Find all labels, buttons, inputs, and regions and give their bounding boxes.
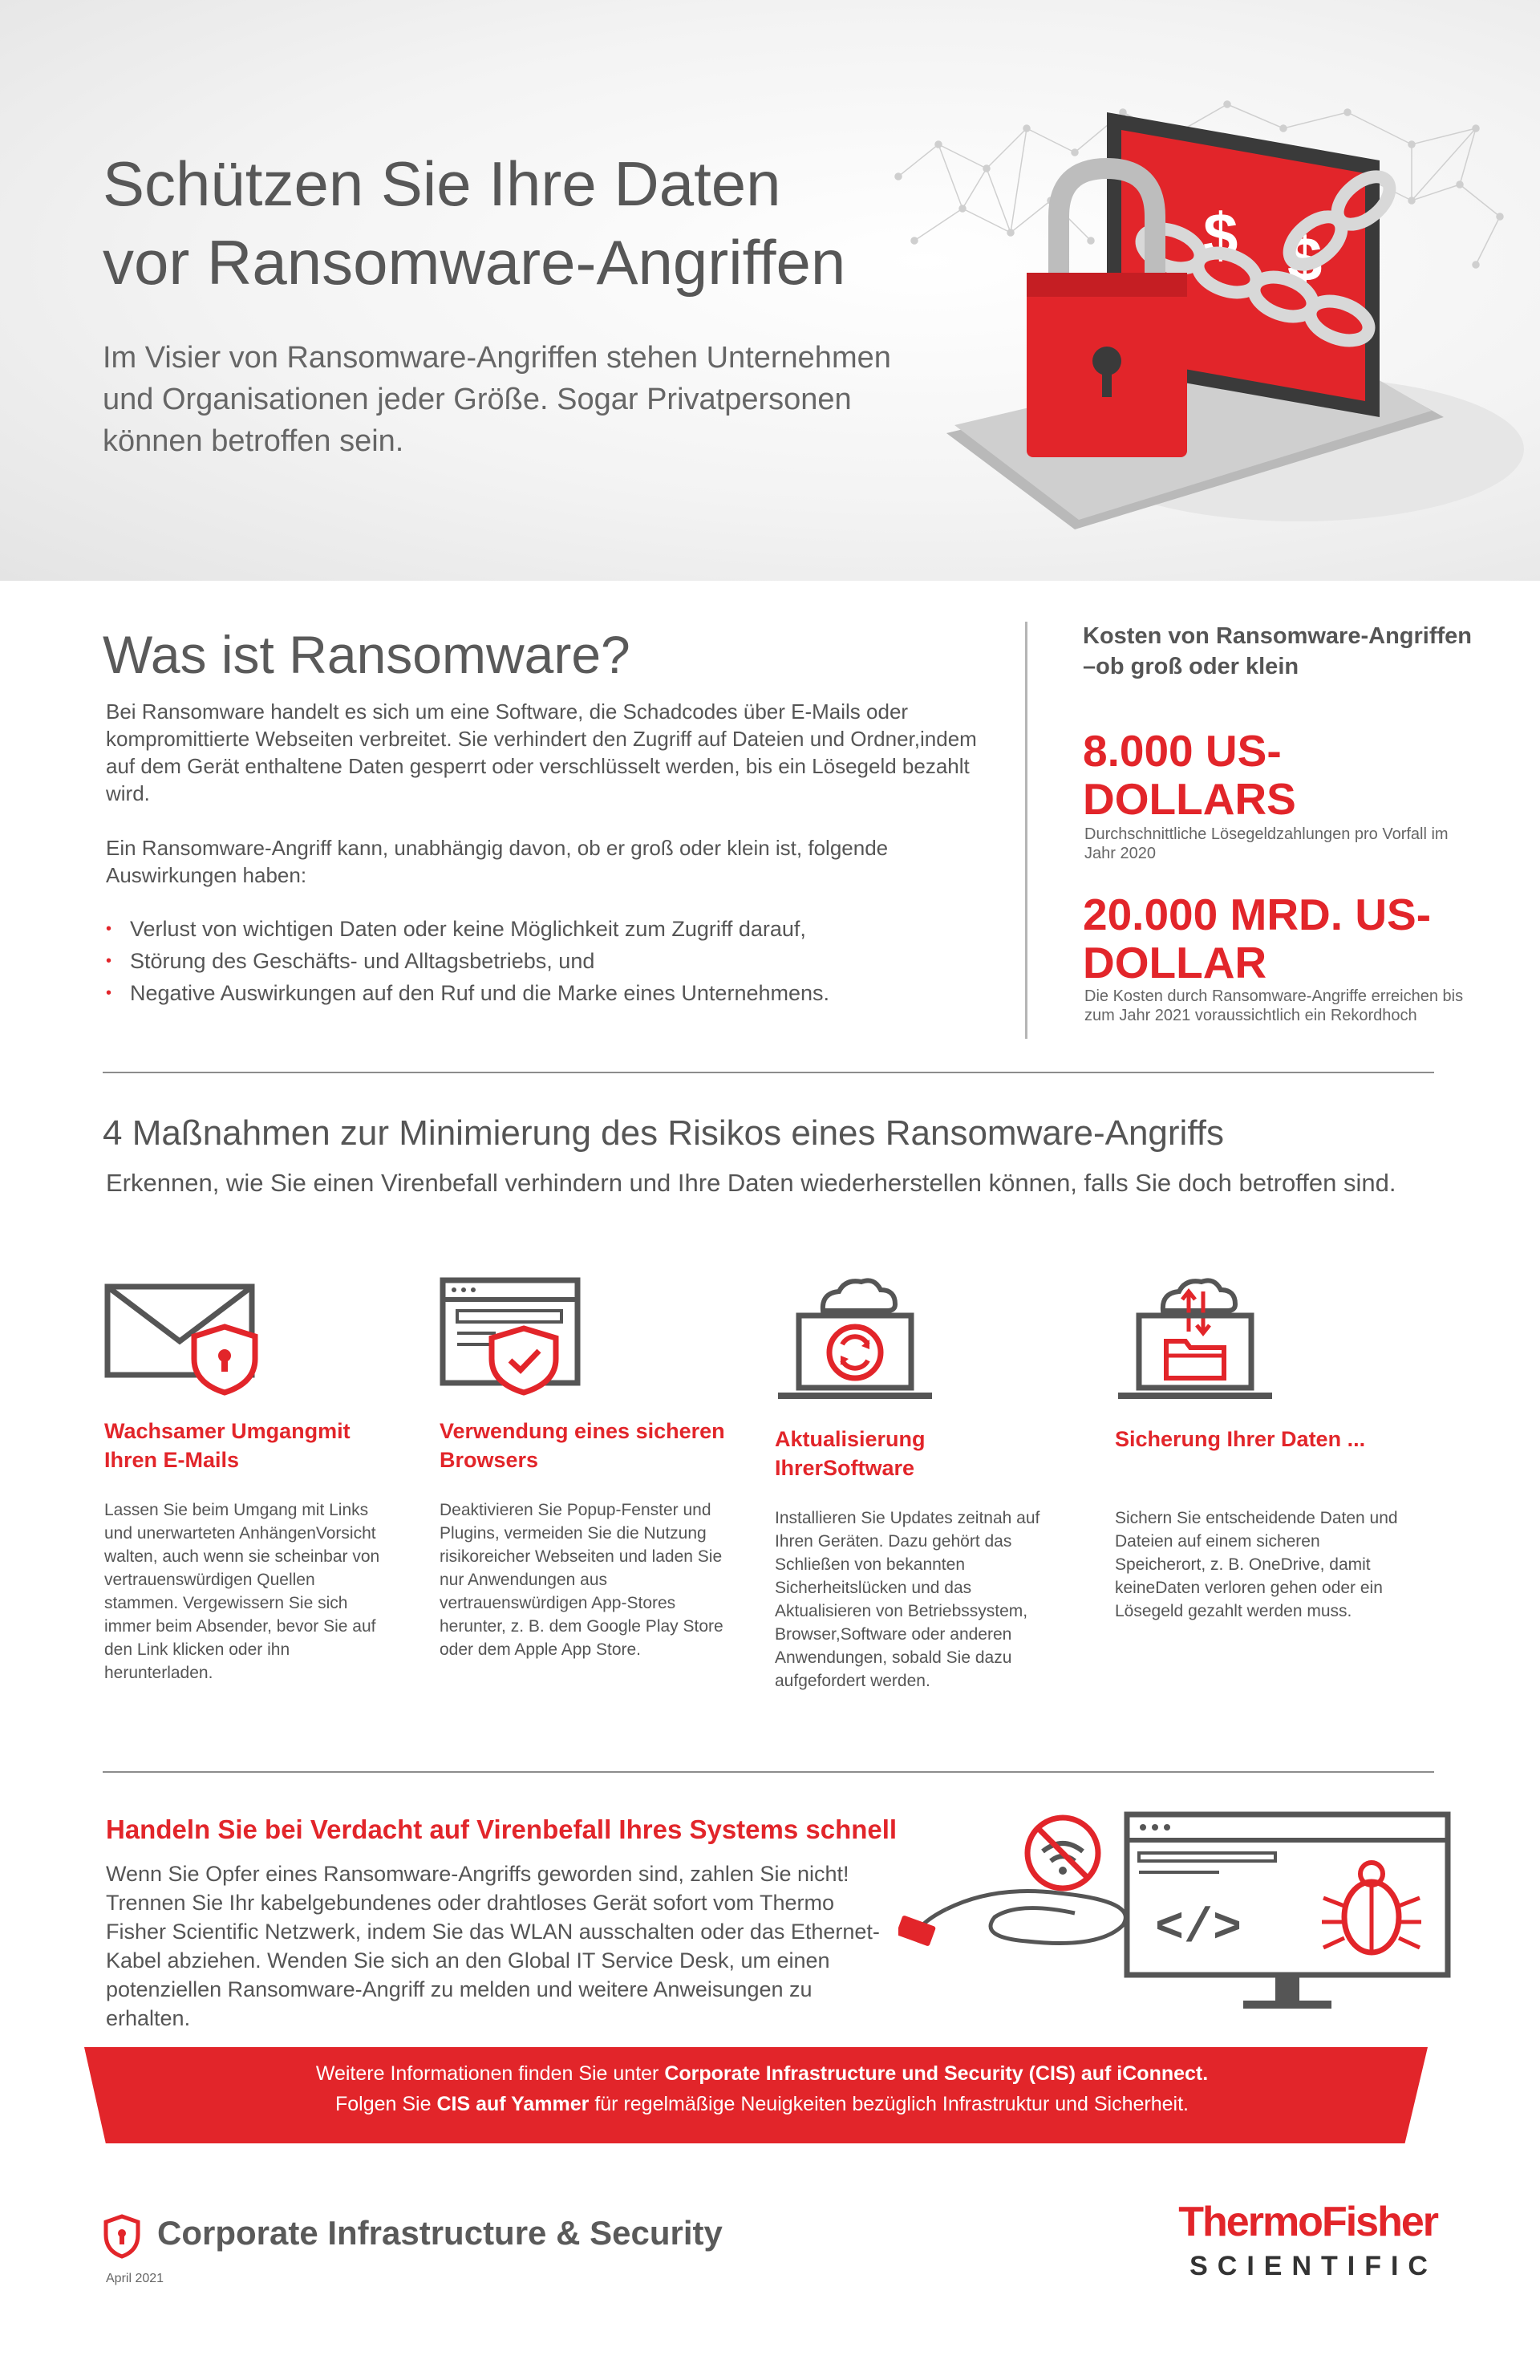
svg-text:$: $ [1203,200,1238,270]
scientific-logo-text: SCIENTIFIC [1189,2251,1437,2281]
act-fast-title: Handeln Sie bei Verdacht auf Virenbefall Ihres Systems schnell [106,1814,898,1844]
svg-text:$: $ [1287,224,1323,294]
measures-title: 4 Maßnahmen zur Minimierung des Risikos eines Ransomware-Angriffs [103,1113,1224,1153]
thermofisher-logo: ThermoFisher [1178,2199,1437,2245]
measure-text: Sichern Sie entscheidende Daten und Dateien auf einem sicheren Speicherort, z. B. OneDrive, damit keineDaten verloren gehen oder ein Lösegeld gezahlt werden muss. [1115,1509,1398,1620]
measure-title: Sicherung Ihrer Daten ... [1115,1427,1366,1451]
measure-email [104,1275,393,1685]
measure-update [775,1275,1064,1693]
stat-desc-2: Die Kosten durch Ransomware-Angriffe erreichen bis zum Jahr 2021 voraussichtlich ein Rekordhoch [1084,987,1464,1024]
disconnect-illustration [898,1805,1492,2021]
measure-title: Aktualisierung IhrerSoftware [775,1427,926,1480]
svg-text:</>: </> [1155,1902,1242,1956]
list-item: • Negative Auswirkungen auf den Ruf und die Marke eines Unternehmens. [106,977,1004,1009]
ethernet-cable-icon [898,1891,1125,1947]
envelope-shield-icon [104,1275,265,1396]
banner-line-1-prefix: Weitere Informationen finden Sie unter [315,2062,665,2085]
banner-line-2-suffix: für regelmäßige Neuigkeiten bezüglich Infrastruktur und Sicherheit. [589,2093,1189,2115]
banner-yammer-link[interactable]: CIS auf Yammer [436,2093,590,2115]
measure-text: Installieren Sie Updates zeitnah auf Ihren Geräten. Dazu gehört das Schließen von bekannten Sicherheitslücken und das Aktualisieren von Betriebssystem, Browser,Software oder anderen Anwendungen, sobald Sie dazu aufgefordert werden. [775,1509,1040,1690]
act-fast-text: Wenn Sie Opfer eines Ransomware-Angriffs geworden sind, zahlen Sie nicht! Trennen Sie Ihr kabelgebundenes oder drahtloses Gerät sofort vom Thermo Fisher Scientific Netzwerk, indem Sie das WLAN ausschalten oder das Ethernet-Kabel abziehen. Wenden Sie sich an den Global IT Service Desk, um einen potenziellen Ransomware-Angriff zu melden und weitere Anweisungen zu erhalten. [106,1862,880,2030]
measure-browser [440,1275,728,1661]
info-banner-text [136,2058,1388,2119]
measure-text: Lassen Sie beim Umgang mit Links und unerwarteten AnhängenVorsicht walten, auch wenn sie scheinbar von vertrauenswürdigen Quellen stammen. Vergewissern Sie sich immer beim Absender, bevor Sie auf den Link klicken oder ihn herunterladen. [104,1501,380,1682]
browser-shield-icon [440,1275,600,1396]
impact-list [106,913,1004,1009]
measure-title: Verwendung eines sicheren Browsers [440,1419,725,1472]
laptop-backup-icon [1115,1275,1275,1404]
laptop-update-icon [775,1275,935,1404]
vertical-divider [1025,622,1027,1039]
costs-heading: Kosten von Ransomware-Angriffen –ob groß oder klein [1083,623,1472,679]
stat-value-1: 8.000 US-DOLLARS [1083,726,1296,824]
list-item: • Verlust von wichtigen Daten oder keine Möglichkeit zum Zugriff darauf, [106,913,1004,945]
what-paragraph-2: Ein Ransomware-Angriff kann, unabhängig davon, ob er groß oder klein ist, folgende Auswirkungen haben: [106,836,889,887]
banner-line-2-prefix: Folgen Sie [335,2093,437,2115]
what-paragraph-1: Bei Ransomware handelt es sich um eine Software, die Schadcodes über E-Mails oder kompromittierte Webseiten verbreitet. Sie verhindert den Zugriff auf Dateien und Ordner,indem auf dem Gerät enthaltene Daten gesperrt oder verschlüsselt werden, bis ein Lösegeld bezahlt wird. [106,699,977,805]
stat-desc-1: Durchschnittliche Lösegeldzahlungen pro Vorfall im Jahr 2020 [1084,825,1449,862]
footer-org-name: Corporate Infrastructure & Security [157,2214,723,2252]
section-divider [103,1072,1434,1073]
section-divider [103,1771,1434,1773]
shield-lock-icon [103,2214,141,2259]
list-item: • Störung des Geschäfts- und Alltagsbetriebs, und [106,945,1004,977]
banner-iconnect-link[interactable]: Corporate Infrastructure und Security (CIS) auf iConnect. [664,2062,1209,2085]
stat-value-2: 20.000 MRD. US-DOLLAR [1083,890,1432,987]
title-line-1: Schützen Sie Ihre Daten [103,148,781,219]
hero-subtitle: Im Visier von Ransomware-Angriffen stehen Unternehmen und Organisationen jeder Größe. Sogar Privatpersonen können betroffen sein. [103,341,891,458]
measure-title: Wachsamer Umgangmit Ihren E-Mails [104,1419,351,1472]
measure-text: Deaktivieren Sie Popup-Fenster und Plugins, vermeiden Sie die Nutzung risikoreicher Webseiten und laden Sie nur Anwendungen aus vertrauenswürdigen App-Stores herunter, z. B. dem Google Play Store oder dem Apple App Store. [440,1501,723,1659]
what-is-ransomware-title: Was ist Ransomware? [103,625,630,684]
no-wifi-icon [1027,1818,1098,1888]
locked-laptop-illustration [866,80,1524,562]
footer-date: April 2021 [106,2272,164,2285]
measure-backup [1115,1275,1404,1623]
title-line-2: vor Ransomware-Angriffen [103,227,846,298]
measures-subtitle: Erkennen, wie Sie einen Virenbefall verhindern und Ihre Daten wiederherstellen können, falls Sie doch betroffen sind. [106,1169,1396,1197]
monitor-bug-icon [1127,1814,1448,2009]
page-title [103,144,985,302]
